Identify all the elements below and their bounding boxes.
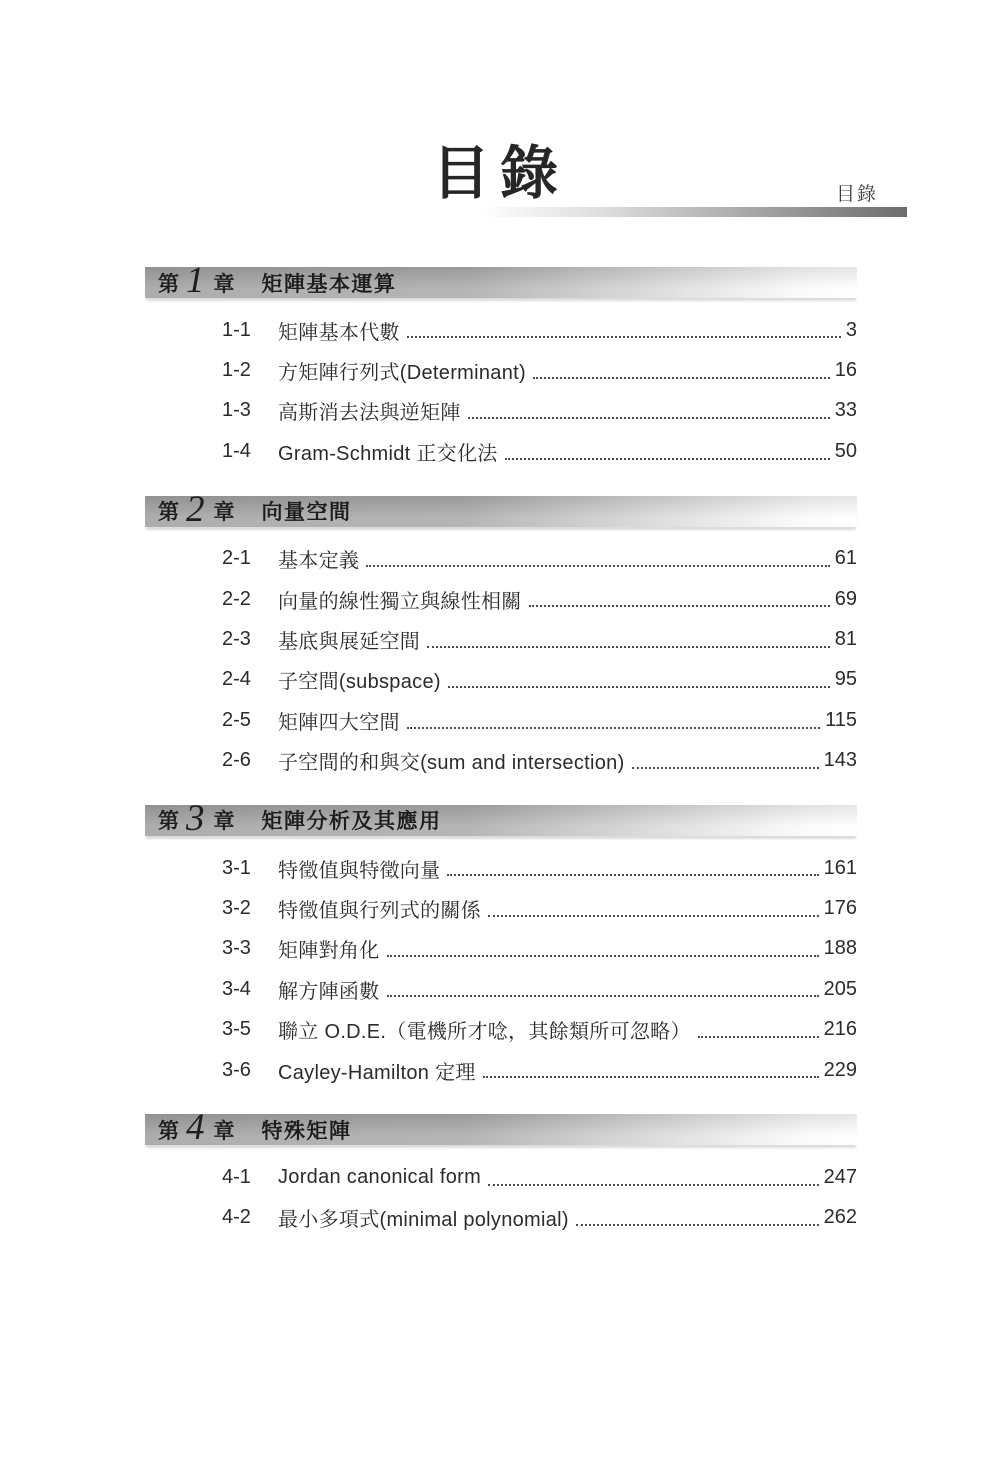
- toc-entry: [222, 700, 857, 740]
- dot-leader: [427, 646, 830, 648]
- dot-leader: [468, 417, 830, 419]
- chapter-items: [145, 1157, 857, 1238]
- dot-leader: [483, 1076, 819, 1078]
- entry-page: 229: [823, 1058, 857, 1081]
- entry-number: 3-5: [222, 1018, 251, 1041]
- entry-page: 16: [834, 359, 857, 382]
- chapter-number: 4: [186, 1107, 205, 1149]
- entry-title: 最小多項式(minimal polynomial): [278, 1209, 569, 1232]
- entry-number: 2-3: [222, 628, 251, 651]
- entry-title: 子空間的和與交(sum and intersection): [278, 752, 625, 775]
- entry-page: 176: [823, 896, 857, 919]
- dot-leader: [533, 377, 830, 379]
- entry-page: 115: [825, 708, 857, 731]
- dot-leader: [366, 565, 830, 567]
- dot-leader: [576, 1224, 819, 1226]
- toc-entry: [222, 969, 857, 1009]
- dot-leader: [488, 915, 819, 917]
- entry-title: 矩陣基本代數: [278, 321, 400, 344]
- entry-title: 子空間(subspace): [278, 671, 441, 694]
- chapter-section: [145, 797, 857, 1090]
- entry-page: 95: [834, 668, 857, 691]
- entry-title: 基本定義: [278, 550, 360, 573]
- chapter-number: 2: [186, 488, 205, 530]
- toc-entry: [222, 350, 857, 390]
- chapter-items: [145, 310, 857, 472]
- entry-number: 3-4: [222, 977, 251, 1000]
- entry-page: 143: [823, 749, 857, 772]
- entry-number: 2-1: [222, 547, 251, 570]
- chapter-title: 矩陣基本運算: [261, 272, 397, 296]
- chapter-title: 矩陣分析及其應用: [261, 810, 442, 834]
- toc-entry: [222, 888, 857, 928]
- entry-number: 3-2: [222, 896, 251, 919]
- entry-title: 聯立 O.D.E.（電機所才唸，其餘類所可忽略）: [278, 1021, 691, 1044]
- dot-leader: [387, 995, 819, 997]
- chapter-title: 特殊矩陣: [261, 1119, 352, 1143]
- entry-page: 69: [834, 587, 857, 610]
- entry-title: 矩陣對角化: [278, 940, 380, 963]
- dot-leader: [448, 686, 830, 688]
- entry-page: 3: [845, 318, 857, 341]
- chapter-suffix: 章: [213, 810, 235, 834]
- header-rule: [479, 207, 907, 217]
- dot-leader: [387, 955, 819, 957]
- entry-title: 解方陣函數: [278, 980, 380, 1003]
- chapter-section: [145, 488, 857, 781]
- entry-number: 2-5: [222, 708, 251, 731]
- entry-page: 262: [823, 1206, 857, 1229]
- toc-entry: [222, 1198, 857, 1238]
- chapter-title: 向量空間: [261, 501, 352, 525]
- chapter-prefix: 第: [158, 810, 179, 834]
- entry-page: 205: [823, 977, 857, 1000]
- toc-entry: [222, 1157, 857, 1197]
- entry-page: 216: [823, 1018, 857, 1041]
- chapter-prefix: 第: [158, 1119, 179, 1143]
- toc-content: [145, 260, 857, 1238]
- chapter-header: [145, 488, 857, 530]
- entry-number: 1-3: [222, 399, 251, 422]
- toc-entry: [222, 431, 857, 471]
- entry-title: 方矩陣行列式(Determinant): [278, 362, 526, 385]
- toc-entry: [222, 579, 857, 619]
- entry-number: 2-4: [222, 668, 251, 691]
- chapter-number: 1: [186, 260, 205, 301]
- dot-leader: [698, 1036, 819, 1038]
- toc-entry: [222, 539, 857, 579]
- entry-title: 特徵值與行列式的關係: [278, 899, 481, 922]
- entry-number: 1-2: [222, 359, 251, 382]
- dot-leader: [505, 458, 830, 460]
- entry-page: 61: [834, 547, 857, 570]
- chapter-section: [145, 260, 857, 472]
- toc-entry: [222, 848, 857, 888]
- toc-entry: [222, 660, 857, 700]
- entry-number: 3-6: [222, 1058, 251, 1081]
- entry-page: 161: [823, 856, 857, 879]
- entry-title: Jordan canonical form: [278, 1165, 482, 1188]
- entry-title: Gram-Schmidt 正交化法: [278, 442, 498, 465]
- entry-number: 2-2: [222, 587, 251, 610]
- entry-number: 4-2: [222, 1206, 251, 1229]
- dot-leader: [407, 336, 841, 338]
- toc-entry: [222, 391, 857, 431]
- entry-title: 高斯消去法與逆矩陣: [278, 402, 461, 425]
- entry-number: 3-1: [222, 856, 251, 879]
- entry-title: Cayley-Hamilton 定理: [278, 1061, 476, 1084]
- chapter-header: [145, 797, 857, 839]
- entry-title: 特徵值與特徵向量: [278, 859, 441, 882]
- toc-entry: [222, 929, 857, 969]
- entry-number: 2-6: [222, 749, 251, 772]
- chapter-prefix: 第: [158, 272, 179, 296]
- dot-leader: [632, 767, 819, 769]
- entry-page: 247: [823, 1165, 857, 1188]
- page-header-label: 目錄: [835, 184, 878, 205]
- toc-entry: [222, 310, 857, 350]
- chapter-items: [145, 848, 857, 1090]
- chapter-number: 3: [186, 797, 205, 839]
- entry-page: 50: [834, 439, 857, 462]
- entry-number: 3-3: [222, 937, 251, 960]
- dot-leader: [407, 727, 820, 729]
- chapter-suffix: 章: [213, 501, 235, 525]
- toc-entry: [222, 619, 857, 659]
- entry-title: 基底與展延空間: [278, 631, 421, 654]
- entry-page: 81: [834, 628, 857, 651]
- entry-page: 188: [823, 937, 857, 960]
- toc-entry: [222, 1050, 857, 1090]
- entry-number: 4-1: [222, 1165, 251, 1188]
- chapter-header: [145, 1107, 857, 1149]
- entry-title: 向量的線性獨立與線性相關: [278, 590, 522, 613]
- chapter-header: [145, 260, 857, 301]
- entry-number: 1-4: [222, 439, 251, 462]
- dot-leader: [488, 1184, 819, 1186]
- toc-entry: [222, 1009, 857, 1049]
- entry-page: 33: [834, 399, 857, 422]
- dot-leader: [529, 605, 830, 607]
- chapter-suffix: 章: [213, 272, 235, 296]
- document-title: 目錄: [431, 141, 568, 206]
- entry-title: 矩陣四大空間: [278, 711, 400, 734]
- dot-leader: [447, 874, 818, 876]
- entry-number: 1-1: [222, 318, 251, 341]
- toc-entry: [222, 741, 857, 781]
- chapter-suffix: 章: [213, 1119, 235, 1143]
- chapter-section: [145, 1107, 857, 1238]
- chapter-prefix: 第: [158, 501, 179, 525]
- chapter-items: [145, 539, 857, 781]
